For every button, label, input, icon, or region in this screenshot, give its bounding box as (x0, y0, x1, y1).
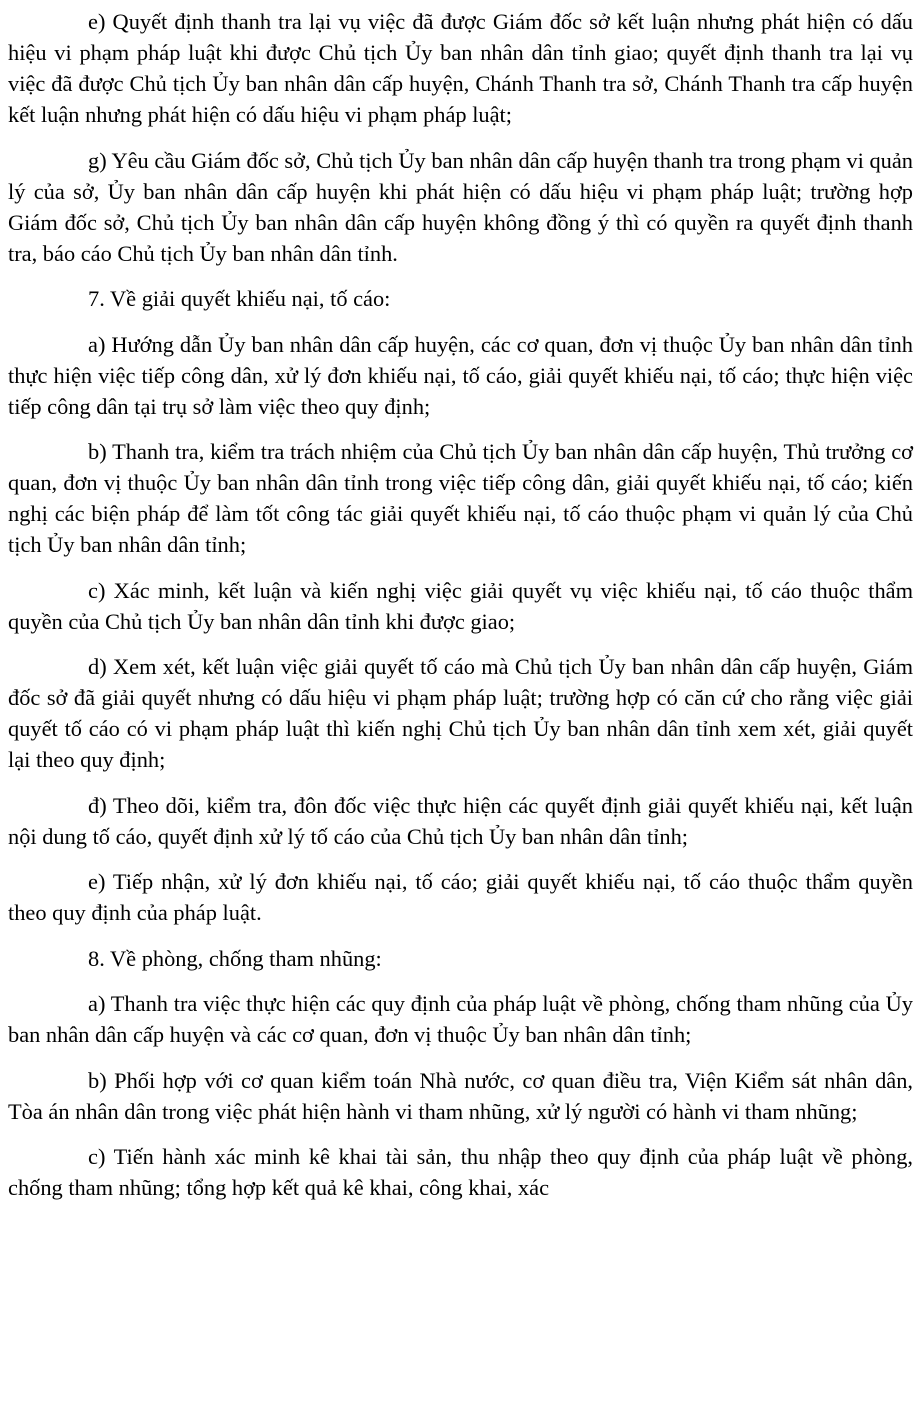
paragraph-8c-asset-declaration: c) Tiến hành xác minh kê khai tài sản, thu nhập theo quy định của pháp luật về phòng, chống tham nhũng; tổng hợp kết quả kê khai, công khai, xác (8, 1144, 913, 1200)
paragraph-7d-review-denunciation: d) Xem xét, kết luận việc giải quyết tố cáo mà Chủ tịch Ủy ban nhân dân cấp huyện, Giám đốc sở đã giải quyết nhưng có dấu hiệu vi phạm pháp luật; trường hợp có căn cứ cho rằng việc giải quyết tố cáo có vi phạm pháp luật thì kiến nghị Chủ tịch Ủy ban nhân dân tỉnh xem xét, giải quyết lại theo quy định; (8, 654, 913, 772)
paragraph-6e-reinspection-decision: e) Quyết định thanh tra lại vụ việc đã được Giám đốc sở kết luận nhưng phát hiện có dấu hiệu vi phạm pháp luật khi được Chủ tịch Ủy ban nhân dân tỉnh giao; quyết định thanh tra lại vụ việc đã được Chủ tịch Ủy ban nhân dân cấp huyện, Chánh Thanh tra sở, Chánh Thanh tra cấp huyện kết luận nhưng phát hiện có dấu hiệu vi phạm pháp luật; (8, 9, 913, 127)
paragraph-7e-receive-process: e) Tiếp nhận, xử lý đơn khiếu nại, tố cáo; giải quyết khiếu nại, tố cáo thuộc thẩm quyền theo quy định của pháp luật. (8, 869, 913, 925)
paragraph-8b-coordination: b) Phối hợp với cơ quan kiểm toán Nhà nước, cơ quan điều tra, Viện Kiểm sát nhân dân, Tòa án nhân dân trong việc phát hiện hành vi tham nhũng, xử lý người có hành vi tham nhũng; (8, 1067, 913, 1124)
paragraph-7dd-monitoring: đ) Theo dõi, kiểm tra, đôn đốc việc thực hiện các quyết định giải quyết khiếu nại, kết luận nội dung tố cáo, quyết định xử lý tố cáo của Chủ tịch Ủy ban nhân dân tỉnh; (8, 792, 913, 849)
paragraph-7c-verification: c) Xác minh, kết luận và kiến nghị việc giải quyết vụ việc khiếu nại, tố cáo thuộc thẩm quyền của Chủ tịch Ủy ban nhân dân tỉnh khi được giao; (8, 577, 913, 634)
paragraph-6g-request-inspection: g) Yêu cầu Giám đốc sở, Chủ tịch Ủy ban nhân dân cấp huyện thanh tra trong phạm vi quản lý của sở, Ủy ban nhân dân cấp huyện khi phát hiện có dấu hiệu vi phạm pháp luật; trường hợp Giám đốc sở, Chủ tịch Ủy ban nhân dân cấp huyện không đồng ý thì có quyền ra quyết định thanh tra, báo cáo Chủ tịch Ủy ban nhân dân tỉnh. (8, 147, 913, 266)
paragraph-7a-guidance: a) Hướng dẫn Ủy ban nhân dân cấp huyện, các cơ quan, đơn vị thuộc Ủy ban nhân dân tỉnh thực hiện việc tiếp công dân, xử lý đơn khiếu nại, tố cáo, giải quyết khiếu nại, tố cáo; thực hiện việc tiếp công dân tại trụ sở làm việc theo quy định; (8, 331, 913, 419)
paragraph-8a-inspection-anti-corruption: a) Thanh tra việc thực hiện các quy định của pháp luật về phòng, chống tham nhũng của Ủy ban nhân dân cấp huyện và các cơ quan, đơn vị thuộc Ủy ban nhân dân tỉnh; (8, 991, 913, 1047)
section-heading-7-complaints-denunciations: 7. Về giải quyết khiếu nại, tố cáo: (88, 286, 391, 311)
paragraph-7b-inspection-responsibility: b) Thanh tra, kiểm tra trách nhiệm của Chủ tịch Ủy ban nhân dân cấp huyện, Thủ trưởng cơ quan, đơn vị thuộc Ủy ban nhân dân tỉnh trong việc tiếp công dân, giải quyết khiếu nại, tố cáo; kiến nghị các biện pháp để làm tốt công tác giải quyết khiếu nại, tố cáo thuộc phạm vi quản lý của Chủ tịch Ủy ban nhân dân tỉnh; (8, 439, 913, 557)
section-heading-8-anti-corruption: 8. Về phòng, chống tham nhũng: (88, 945, 382, 971)
